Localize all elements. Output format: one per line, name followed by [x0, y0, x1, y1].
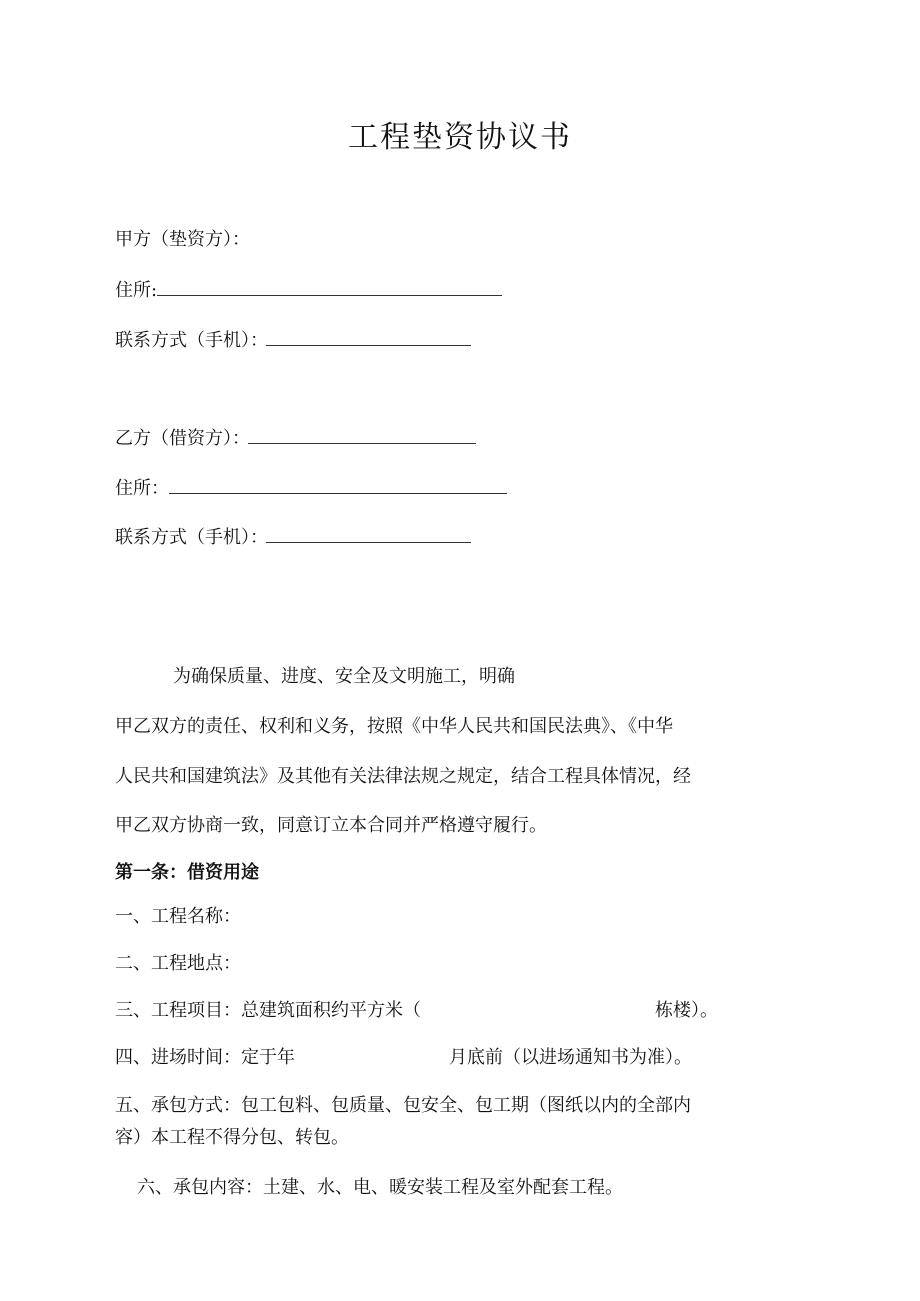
- article-1-item-3b: 栋楼）。: [655, 1000, 718, 1021]
- party-b-label: 乙方（借资方）：: [115, 428, 250, 449]
- party-a-address-row: [115, 277, 502, 304]
- party-b-phone-label: 联系方式（手机）：: [115, 527, 268, 548]
- party-b-address-row: [115, 475, 507, 502]
- document-title: 工程垫资协议书: [348, 120, 572, 155]
- intro-line-2: 甲乙双方的责任、权利和义务，按照《中华人民共和国民法典》、《中华: [115, 716, 673, 737]
- party-b-address-label: 住所：: [115, 478, 169, 499]
- intro-line-4: 甲乙双方协商一致，同意订立本合同并严格遵守履行。: [115, 815, 547, 836]
- article-1-item-4a: 四、进场时间：定于年: [115, 1047, 295, 1068]
- article-1-item-1: 一、工程名称：: [115, 906, 241, 927]
- article-1-item-3a: 三、工程项目：总建筑面积约平方米（: [115, 1000, 421, 1021]
- party-b-name-blank: [248, 425, 476, 444]
- party-a-address-blank: [157, 277, 502, 296]
- party-b-phone-row: [115, 524, 471, 551]
- party-b-row: [115, 425, 476, 452]
- party-a-label: 甲方（垫资方）：: [115, 229, 250, 250]
- article-1-heading: 第一条：借资用途: [115, 862, 259, 883]
- party-a-phone-blank: [266, 327, 471, 346]
- article-1-item-2: 二、工程地点：: [115, 953, 241, 974]
- party-b-address-blank: [169, 475, 507, 494]
- article-1-item-4b: 月底前（以进场通知书为准）。: [449, 1047, 692, 1068]
- intro-line-3: 人民共和国建筑法》及其他有关法律法规之规定，结合工程具体情况，经: [115, 766, 691, 787]
- party-b-phone-blank: [266, 524, 471, 543]
- article-1-item-5-line-1: 五、承包方式：包工包料、包质量、包安全、包工期（图纸以内的全部内: [115, 1095, 691, 1116]
- party-a-phone-row: [115, 327, 471, 354]
- article-1-item-6: 六、承包内容：土建、水、电、暖安装工程及室外配套工程。: [137, 1177, 623, 1198]
- party-a-address-label: 住所:: [115, 280, 158, 301]
- party-a-phone-label: 联系方式（手机）：: [115, 330, 268, 351]
- intro-line-1: 为确保质量、进度、安全及文明施工，明确: [173, 666, 515, 687]
- article-1-item-5-line-2: 容）本工程不得分包、转包。: [115, 1127, 349, 1148]
